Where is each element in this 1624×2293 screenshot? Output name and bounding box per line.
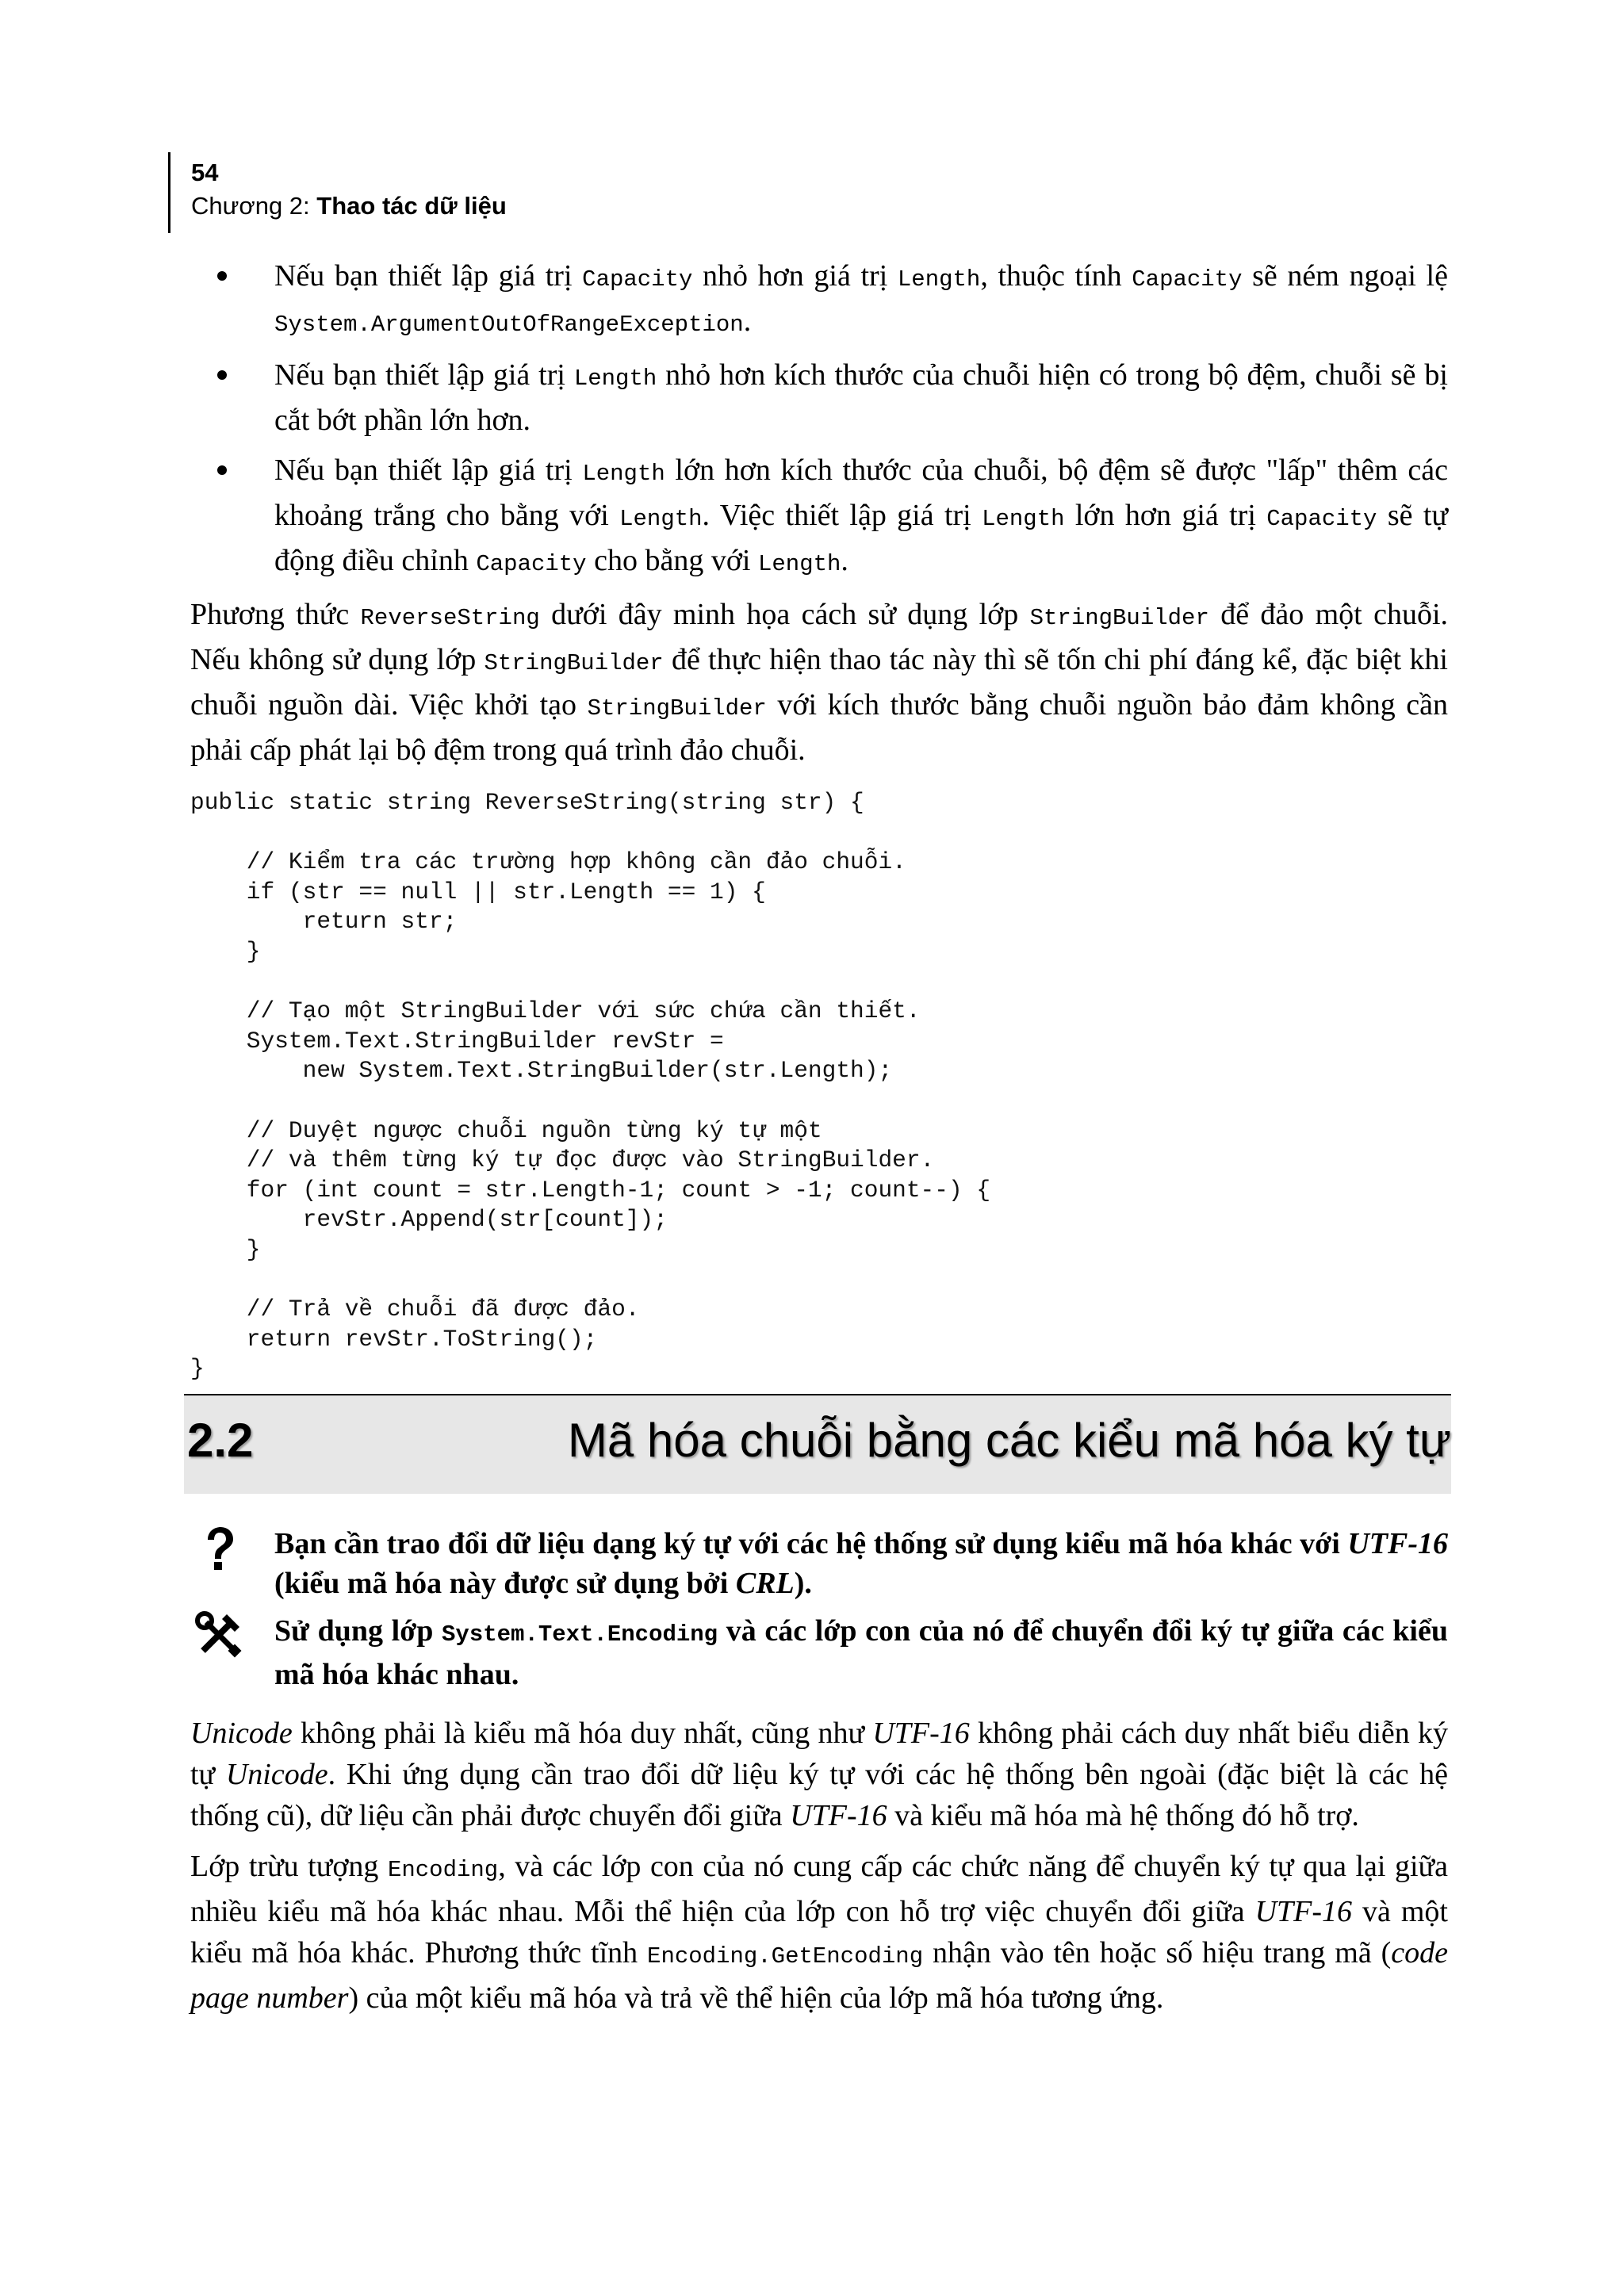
text-run: để đảo một chuỗi. Nếu không sử dụng lớp — [190, 598, 1449, 676]
inline-code: StringBuilder — [484, 650, 664, 676]
paragraph-unicode — [190, 1713, 1448, 1836]
chapter-title: Thao tác dữ liệu — [316, 192, 507, 220]
text-run: lớn hơn kích thước của chuỗi, bộ đệm sẽ được "lấp" thêm các khoảng trắng cho bằng với — [274, 454, 1448, 532]
page-header — [168, 152, 507, 233]
text-run: , và các lớp con của nó cung cấp các chức năng để chuyển ký tự qua lại giữa nhiều kiểu mã hóa khác nhau. Mỗi thể hiện của lớp con hỗ trợ việc chuyển đổi giữa — [190, 1850, 1448, 1928]
chapter-prefix: Chương 2: — [191, 192, 317, 220]
paragraph-encoding — [190, 1846, 1448, 2019]
inline-code: Capacity — [476, 551, 587, 577]
italic-term: CRL — [735, 1567, 795, 1600]
inline-code: Length — [982, 506, 1065, 532]
chapter-heading — [191, 189, 507, 224]
inline-code: Length — [619, 506, 703, 532]
inline-code: ReverseString — [360, 605, 540, 631]
text-run: để thực hiện thao tác này thì sẽ tốn chi phí đáng kể, đặc biệt khi chuỗi nguồn dài. Việc khởi tạo — [190, 643, 1448, 722]
text-run: . — [743, 304, 752, 338]
text-run: và một kiểu mã hóa khác. Phương thức tĩnh — [190, 1895, 1448, 1970]
text-run: và kiểu mã hóa mà hệ thống đó hỗ trợ. — [887, 1799, 1359, 1832]
section-heading — [184, 1394, 1451, 1494]
italic-term: Unicode — [225, 1758, 328, 1791]
text-run: không phải cách duy nhất biểu diễn ký tự — [190, 1717, 1448, 1791]
text-run: ) của một kiểu mã hóa và trả về thể hiện của lớp mã hóa tương ứng. — [348, 1981, 1164, 2015]
inline-code: Capacity — [1132, 266, 1243, 293]
inline-code: StringBuilder — [1029, 605, 1209, 631]
intro-paragraph — [190, 594, 1448, 771]
text-run: , thuộc tính — [980, 259, 1132, 293]
solution-statement — [190, 1611, 1448, 1694]
text-run: ). — [794, 1567, 812, 1600]
problem-text — [274, 1524, 1448, 1603]
text-run: Lớp trừu tượng — [190, 1850, 388, 1883]
question-mark-icon — [195, 1524, 243, 1571]
italic-term: Unicode — [190, 1717, 293, 1750]
text-run: cho bằng với — [586, 544, 758, 577]
bullet-icon — [217, 370, 227, 380]
text-run: và các lớp con của nó để chuyển đổi ký tự giữa các kiểu mã hóa khác nhau. — [274, 1614, 1448, 1691]
inline-code: Encoding — [387, 1857, 499, 1883]
bullet-icon — [217, 465, 227, 475]
text-run: không phải là kiểu mã hóa duy nhất, cũng như — [292, 1717, 873, 1750]
tools-icon — [195, 1611, 243, 1659]
inline-code: Length — [757, 551, 841, 577]
italic-term: UTF-16 — [872, 1717, 970, 1750]
inline-code: Encoding.GetEncoding — [647, 1943, 924, 1970]
inline-code: StringBuilder — [587, 695, 767, 722]
text-run: dưới đây minh họa cách sử dụng lớp — [539, 598, 1030, 631]
bullet-text — [274, 259, 1448, 338]
text-run: Nếu bạn thiết lập giá trị — [274, 358, 574, 392]
bullet-item — [190, 354, 1448, 441]
text-run: nhận vào tên hoặc số hiệu trang mã ( — [923, 1936, 1392, 1970]
italic-term: UTF-16 — [790, 1799, 887, 1832]
inline-code: Capacity — [1266, 506, 1377, 532]
inline-code: System.ArgumentOutOfRangeException — [274, 312, 744, 338]
solution-text — [274, 1611, 1448, 1694]
text-run: (kiểu mã hóa này được sử dụng bởi — [274, 1567, 736, 1600]
text-run: với kích thước bằng chuỗi nguồn bảo đảm không cần phải cấp phát lại bộ đệm trong quá trình đảo chuỗi. — [190, 688, 1449, 767]
bullet-item — [190, 255, 1448, 346]
text-run: . Khi ứng dụng cần trao đổi dữ liệu ký tự với các hệ thống bên ngoài (đặc biệt là các hệ thống cũ), dữ liệu cần phải được chuyển đổi giữa — [190, 1758, 1448, 1832]
inline-code: Capacity — [582, 266, 693, 293]
text-run: nhỏ hơn giá trị — [692, 259, 898, 293]
section-number: 2.2 — [187, 1414, 254, 1467]
text-run: Phương thức — [190, 598, 361, 631]
bullet-icon — [217, 271, 227, 281]
bullet-list — [190, 255, 1448, 585]
inline-code: Length — [582, 461, 665, 487]
text-run: . — [841, 544, 848, 577]
italic-term: UTF-16 — [1254, 1895, 1353, 1928]
discussion-content — [190, 1713, 1448, 2028]
bullet-item — [190, 450, 1448, 585]
inline-code: System.Text.Encoding — [442, 1621, 718, 1648]
text-run: . Việc thiết lập giá trị — [702, 499, 982, 532]
page-number: 54 — [191, 159, 219, 186]
text-run: sẽ ném ngoại lệ — [1242, 259, 1448, 293]
bullet-text — [274, 454, 1448, 577]
main-content — [190, 255, 1448, 1384]
text-run: Nếu bạn thiết lập giá trị — [274, 454, 583, 487]
bullet-text — [274, 358, 1448, 437]
inline-code: Length — [573, 366, 657, 392]
text-run: nhỏ hơn kích thước của chuỗi hiện có trong bộ đệm, chuỗi sẽ bị cắt bớt phần lớn hơn. — [274, 358, 1448, 437]
section-title: Mã hóa chuỗi bằng các kiểu mã hóa ký tự — [567, 1414, 1451, 1467]
italic-term: code page number — [190, 1936, 1448, 2015]
inline-code: Length — [897, 266, 981, 293]
text-run: lớn hơn giá trị — [1064, 499, 1267, 532]
text-run: Nếu bạn thiết lập giá trị — [274, 259, 583, 293]
text-run: sẽ tự động điều chỉnh — [274, 499, 1448, 577]
problem-statement — [190, 1524, 1448, 1603]
italic-term: UTF-16 — [1347, 1527, 1448, 1560]
code-block: public static string ReverseString(string str) { // Kiểm tra các trường hợp không cần đảo chuỗi. if (str == null || str.Length == 1) { return str; } // Tạo một StringBuilder với sức chứa cần thiết. System.Text.StringBuilder revStr = new System.Text.StringBuilder(str.Length); // Duyệt ngược chuỗi nguồn từng ký tự một // và thêm từng ký tự đọc được vào StringBuilder. for (int count = str.Length-1; count > -1; count--) { revStr.Append(str[count]); } // Trả về chuỗi đã được đảo. return revStr.ToString(); } — [190, 789, 991, 1383]
text-run: Sử dụng lớp — [274, 1614, 442, 1648]
text-run: Bạn cần trao đổi dữ liệu dạng ký tự với các hệ thống sử dụng kiểu mã hóa khác với — [274, 1527, 1348, 1560]
